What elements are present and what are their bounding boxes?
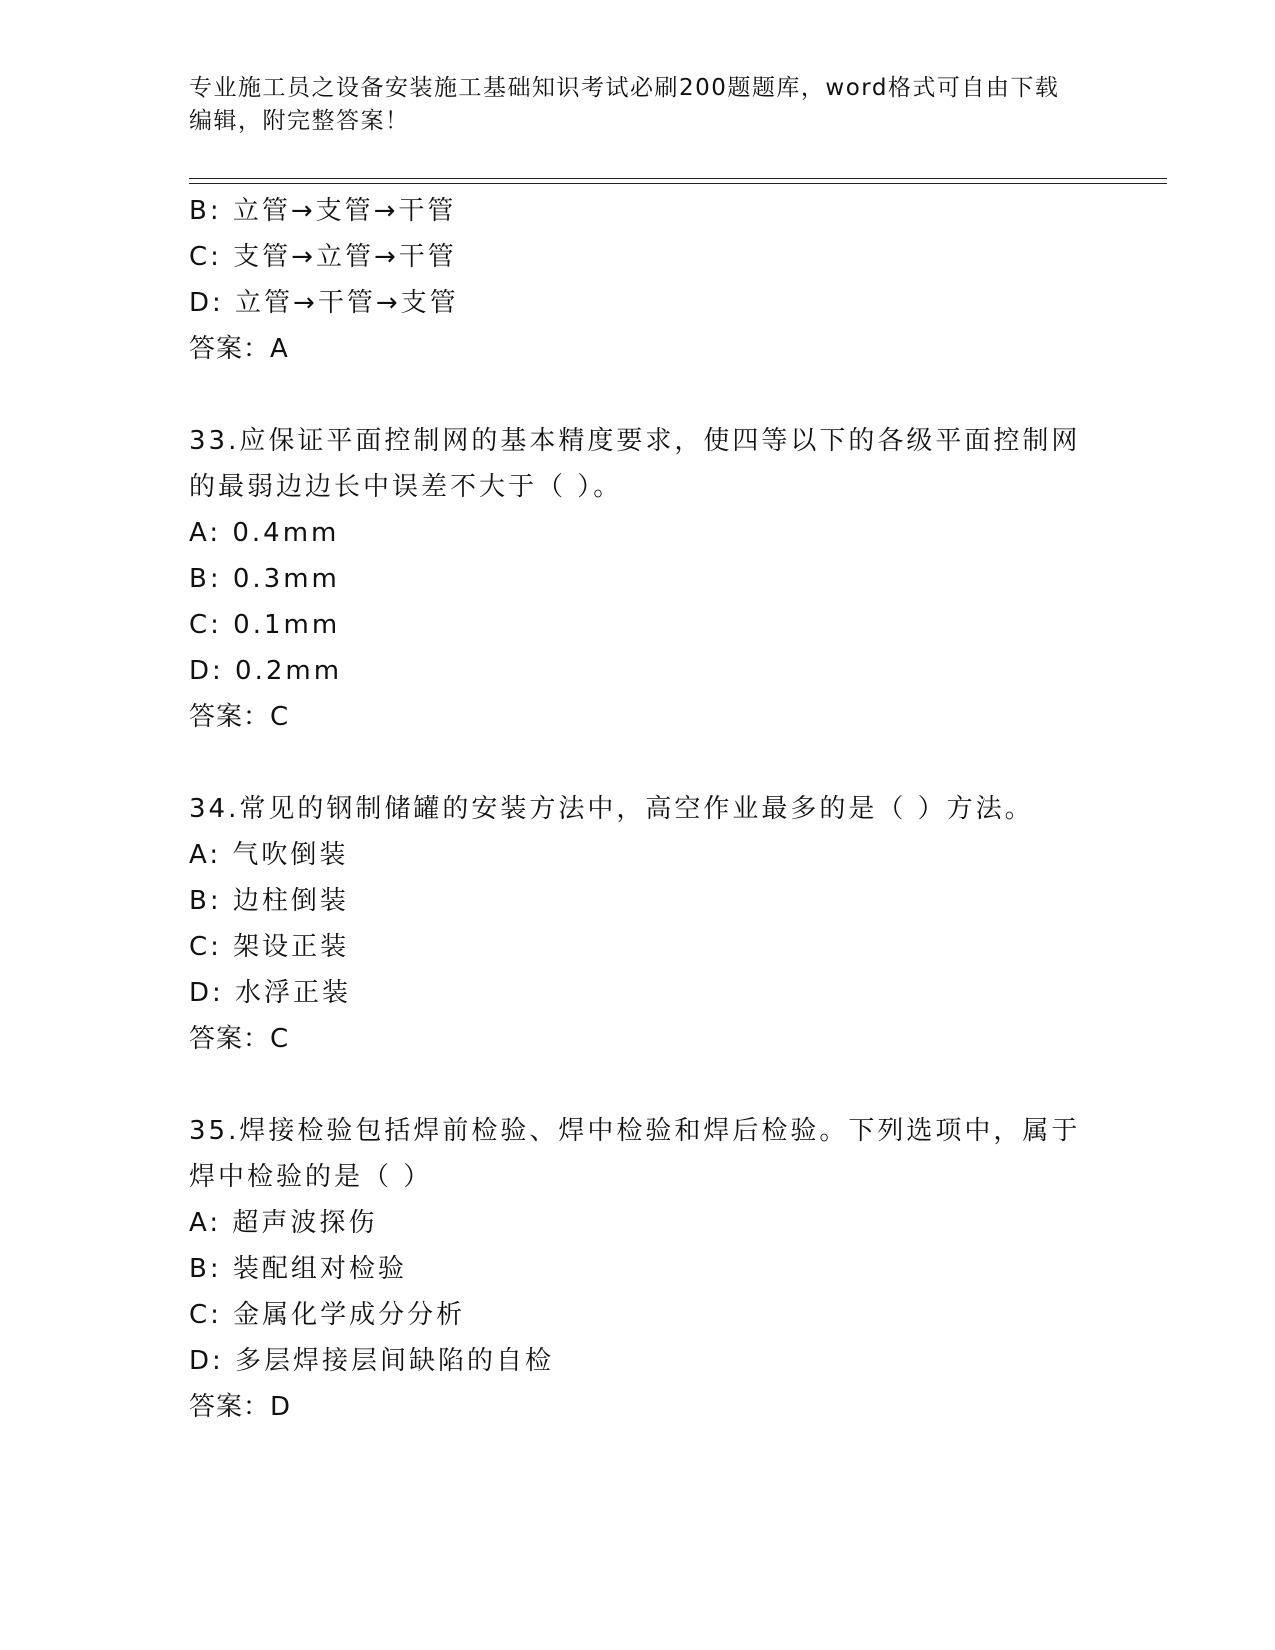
option-d: D: 多层焊接层间缺陷的自检: [189, 1346, 555, 1376]
spacer: [189, 372, 1089, 418]
option-a: A: 0.4mm: [189, 518, 340, 548]
option-b: B: 装配组对检验: [189, 1254, 407, 1284]
header-divider-top: [189, 178, 1167, 179]
question-stem-line-2: 焊中检验的是（ ）: [189, 1162, 433, 1192]
spacer: [189, 1062, 1089, 1108]
question-35: [189, 1108, 1089, 1430]
answer-line: 答案：C: [189, 1024, 290, 1054]
answer-line: 答案：C: [189, 702, 290, 732]
answer-line: 答案：D: [189, 1392, 292, 1422]
option-b: B: 边柱倒装: [189, 886, 349, 916]
question-stem-line-1: 33.应保证平面控制网的基本精度要求，使四等以下的各级平面控制网: [189, 426, 1081, 456]
option-a: A: 超声波探伤: [189, 1208, 378, 1238]
question-content: [189, 188, 1089, 1430]
answer-line: 答案：A: [189, 334, 289, 364]
option-c: C: 架设正装: [189, 932, 350, 962]
header-line-1: 专业施工员之设备安装施工基础知识考试必刷200题题库，word格式可自由下载: [189, 75, 1060, 101]
question-34: [189, 786, 1089, 1062]
option-d: D: 0.2mm: [189, 656, 343, 686]
option-c: C: 金属化学成分分析: [189, 1300, 466, 1330]
header-divider-bottom: [189, 183, 1167, 184]
option-b: B: 0.3mm: [189, 564, 340, 594]
option-c: C: 0.1mm: [189, 610, 341, 640]
question-33: [189, 418, 1089, 740]
header-line-2: 编辑，附完整答案！: [189, 108, 410, 134]
question-stem-line-1: 34.常见的钢制储罐的安装方法中，高空作业最多的是（ ）方法。: [189, 794, 1034, 824]
question-32-tail: [189, 188, 1089, 372]
option-d: D: 立管→干管→支管: [189, 288, 459, 318]
spacer: [189, 740, 1089, 786]
question-stem-line-2: 的最弱边边长中误差不大于（ ）。: [189, 472, 623, 502]
question-stem-line-1: 35.焊接检验包括焊前检验、焊中检验和焊后检验。下列选项中，属于: [189, 1116, 1081, 1146]
document-header: [189, 72, 1089, 138]
option-c: C: 支管→立管→干管: [189, 242, 457, 272]
option-b: B: 立管→支管→干管: [189, 196, 457, 226]
option-d: D: 水浮正装: [189, 978, 352, 1008]
option-a: A: 气吹倒装: [189, 840, 349, 870]
